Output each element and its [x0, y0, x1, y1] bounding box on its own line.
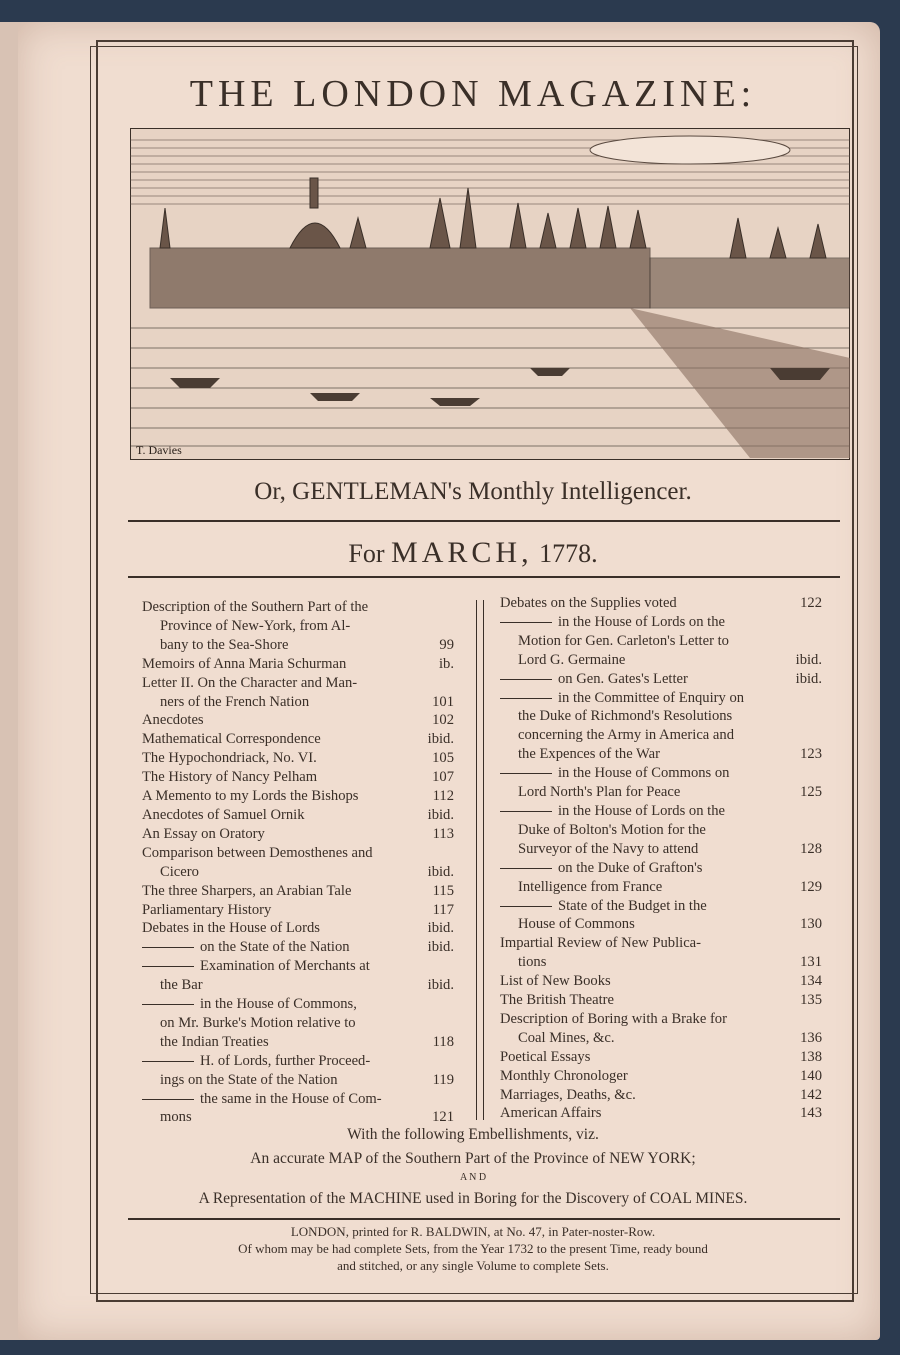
- toc-entry: [500, 670, 822, 689]
- toc-entry: [500, 1010, 822, 1029]
- toc-entry-page: 138: [800, 1048, 822, 1065]
- toc-entry: [500, 953, 822, 972]
- rule-top: [128, 520, 840, 522]
- toc-entry: [500, 802, 822, 821]
- toc-entry: [500, 632, 822, 651]
- toc-entry-title: ners of the French Nation: [160, 693, 310, 710]
- toc-entry: [142, 901, 454, 920]
- toc-entry-title: Lord G. Germaine: [518, 651, 626, 668]
- toc-entry-title: Intelligence from France: [518, 878, 663, 895]
- toc-entry-page: [448, 957, 454, 976]
- contents-right-column: [500, 594, 822, 1123]
- toc-entry: [142, 787, 454, 806]
- toc-entry-page: [816, 632, 822, 651]
- toc-entry-title: the Bar: [160, 977, 203, 994]
- toc-entry-title: on the State of the Nation: [142, 938, 350, 957]
- toc-entry-page: 102: [432, 712, 454, 729]
- toc-entry-title: bany to the Sea-Shore: [160, 636, 289, 653]
- toc-entry-title: in the House of Commons on: [500, 764, 729, 783]
- toc-entry-page: [448, 617, 454, 636]
- toc-entry: [142, 976, 454, 995]
- toc-entry-page: [816, 707, 822, 726]
- toc-entry: [142, 1033, 454, 1052]
- toc-entry-title: American Affairs: [500, 1105, 602, 1122]
- toc-entry-title: Debates in the House of Lords: [142, 920, 320, 937]
- ditto-dash: [500, 811, 552, 812]
- toc-entry-title: Duke of Bolton's Motion for the: [518, 821, 706, 838]
- toc-entry: [142, 938, 454, 957]
- toc-entry-title: ings on the State of the Nation: [160, 1071, 338, 1088]
- toc-entry-page: ibid.: [795, 651, 822, 668]
- toc-entry-title: on Mr. Burke's Motion relative to: [160, 1014, 356, 1031]
- toc-entry: [142, 995, 454, 1014]
- toc-entry: [500, 764, 822, 783]
- toc-entry: [142, 598, 454, 617]
- toc-entry-title: on the Duke of Grafton's: [500, 859, 702, 878]
- column-divider: [476, 600, 484, 1120]
- toc-entry: [142, 806, 454, 825]
- toc-entry-page: 122: [800, 595, 822, 611]
- toc-entry-title: in the House of Lords on the: [500, 802, 725, 821]
- toc-entry-page: 130: [800, 916, 822, 933]
- ditto-dash: [500, 698, 552, 699]
- toc-entry-page: [816, 764, 822, 783]
- toc-entry: [142, 1014, 454, 1033]
- toc-entry: [500, 613, 822, 632]
- toc-entry-page: [448, 598, 454, 617]
- toc-entry-page: 113: [432, 825, 454, 842]
- imprint-line-1: LONDON, printed for R. BALDWIN, at No. 47, in Pater-noster-Row.: [290, 1224, 656, 1239]
- toc-entry-page: ibid.: [427, 977, 454, 994]
- toc-entry: [500, 915, 822, 934]
- toc-entry-page: 142: [800, 1086, 822, 1103]
- toc-entry: [500, 878, 822, 897]
- issue-year: 1778.: [539, 539, 598, 568]
- toc-entry-page: [448, 1052, 454, 1071]
- toc-entry-page: 129: [800, 878, 822, 895]
- toc-entry-title: in the House of Lords on the: [500, 613, 725, 632]
- toc-entry-title: Anecdotes of Samuel Ornik: [142, 806, 305, 823]
- toc-entry-title: concerning the Army in America and: [518, 727, 734, 744]
- toc-entry-title: The Hypochondriack, No. VI.: [142, 750, 317, 767]
- toc-entry: [142, 1052, 454, 1071]
- toc-entry-title: Parliamentary History: [142, 901, 272, 918]
- ditto-dash: [500, 868, 552, 869]
- toc-entry: [500, 594, 822, 613]
- toc-entry-title: An Essay on Oratory: [142, 825, 265, 842]
- ditto-dash: [142, 1004, 194, 1005]
- toc-entry-title: in the House of Commons,: [142, 995, 357, 1014]
- toc-entry-page: ibid.: [427, 920, 454, 937]
- toc-entry: [500, 840, 822, 859]
- toc-entry-title: List of New Books: [500, 973, 611, 990]
- toc-entry-title: Surveyor of the Navy to attend: [518, 840, 699, 857]
- toc-entry-page: [816, 613, 822, 632]
- embellishment-machine: A Representation of the MACHINE used in Boring for the Discovery of COAL MINES.: [198, 1190, 748, 1207]
- toc-entry-title: Lord North's Plan for Peace: [518, 784, 681, 801]
- toc-entry-page: 101: [432, 693, 454, 710]
- toc-entry: [142, 863, 454, 882]
- toc-entry: [500, 1104, 822, 1123]
- toc-entry-page: 131: [800, 954, 822, 971]
- toc-entry: [500, 726, 822, 745]
- toc-entry-title: mons: [160, 1109, 192, 1126]
- toc-entry: [500, 991, 822, 1010]
- ditto-dash: [142, 947, 194, 948]
- ditto-dash: [500, 906, 552, 907]
- toc-entry-page: [448, 844, 454, 863]
- toc-entry-page: 99: [439, 636, 454, 653]
- rule-bottom: [128, 1218, 840, 1220]
- toc-entry: [142, 882, 454, 901]
- toc-entry-page: 115: [432, 882, 454, 899]
- toc-entry-title: Description of the Southern Part of the: [142, 599, 369, 615]
- toc-entry-page: 125: [800, 784, 822, 801]
- imprint-line-2: Of whom may be had complete Sets, from the Year 1732 to the present Time, ready bound: [238, 1241, 708, 1256]
- toc-entry-page: [448, 1090, 454, 1109]
- toc-entry-title: Comparison between Demosthenes and: [142, 844, 373, 861]
- toc-entry-page: [448, 674, 454, 693]
- embellishments-intro: With the following Embellishments, viz.: [347, 1126, 599, 1143]
- engraver-signature: T. Davies: [136, 443, 182, 457]
- toc-entry-page: ibid.: [795, 670, 822, 687]
- toc-entry: [142, 617, 454, 636]
- toc-entry-page: 105: [432, 750, 454, 767]
- toc-entry-page: ibid.: [427, 863, 454, 880]
- embellishment-and: A N D: [459, 1172, 487, 1183]
- toc-entry-page: 143: [800, 1105, 822, 1122]
- toc-entry: [500, 707, 822, 726]
- embellishment-map: An accurate MAP of the Southern Part of the Province of NEW YORK;: [250, 1150, 696, 1167]
- toc-entry: [142, 749, 454, 768]
- toc-entry-page: 112: [432, 788, 454, 805]
- toc-entry-title: The History of Nancy Pelham: [142, 769, 318, 786]
- toc-entry-title: Mathematical Correspondence: [142, 731, 321, 748]
- toc-entry-title: The three Sharpers, an Arabian Tale: [142, 882, 352, 899]
- toc-entry-page: 117: [432, 901, 454, 918]
- toc-entry-title: Impartial Review of New Publica-: [500, 935, 702, 952]
- toc-entry-page: 134: [800, 973, 822, 990]
- toc-entry-title: Anecdotes: [142, 712, 204, 729]
- toc-entry-page: [448, 1014, 454, 1033]
- toc-entry-title: the Indian Treaties: [160, 1033, 269, 1050]
- ditto-dash: [142, 1061, 194, 1062]
- toc-entry-title: Memoirs of Anna Maria Schurman: [142, 655, 347, 672]
- toc-entry: [142, 919, 454, 938]
- toc-entry-title: Debates on the Supplies voted: [500, 595, 677, 611]
- toc-entry-page: [816, 859, 822, 878]
- toc-entry-title: tions: [518, 954, 547, 971]
- issue-date: [96, 536, 850, 570]
- toc-entry-title: A Memento to my Lords the Bishops: [142, 788, 359, 805]
- toc-entry-title: Province of New-York, from Al-: [160, 617, 351, 634]
- toc-entry: [500, 821, 822, 840]
- toc-entry-page: 118: [432, 1033, 454, 1050]
- toc-entry-page: 107: [432, 769, 454, 786]
- toc-entry-page: [816, 726, 822, 745]
- toc-entry: [500, 1086, 822, 1105]
- toc-entry-title: Motion for Gen. Carleton's Letter to: [518, 632, 729, 649]
- toc-entry: [500, 783, 822, 802]
- magazine-subtitle: Or, GENTLEMAN's Monthly Intelligencer.: [254, 478, 692, 505]
- ditto-dash: [500, 773, 552, 774]
- issue-month: MARCH,: [391, 536, 533, 569]
- toc-entry-title: House of Commons: [518, 916, 635, 933]
- toc-entry: [500, 859, 822, 878]
- toc-entry: [142, 674, 454, 693]
- toc-entry-title: the Expences of the War: [518, 746, 661, 763]
- toc-entry-page: 123: [800, 746, 822, 763]
- toc-entry-page: 128: [800, 840, 822, 857]
- toc-entry: [500, 745, 822, 764]
- toc-entry-title: the same in the House of Com-: [142, 1090, 382, 1109]
- toc-entry: [500, 1067, 822, 1086]
- toc-entry: [142, 844, 454, 863]
- toc-entry-page: 136: [800, 1029, 822, 1046]
- toc-entry-title: Cicero: [160, 863, 199, 880]
- toc-entry: [142, 730, 454, 749]
- toc-entry: [500, 689, 822, 708]
- toc-entry-title: Marriages, Deaths, &c.: [500, 1086, 636, 1103]
- toc-entry-title: Coal Mines, &c.: [518, 1029, 615, 1046]
- imprint-line-3: and stitched, or any single Volume to complete Sets.: [337, 1258, 609, 1273]
- toc-entry-title: Poetical Essays: [500, 1048, 591, 1065]
- ditto-dash: [142, 1099, 194, 1100]
- contents-left-column: [142, 598, 454, 1127]
- toc-entry-page: ibid.: [427, 806, 454, 823]
- toc-entry-page: 140: [800, 1067, 822, 1084]
- toc-entry: [142, 957, 454, 976]
- toc-entry: [142, 1090, 454, 1109]
- toc-entry-page: [816, 934, 822, 953]
- toc-entry-page: [448, 995, 454, 1014]
- toc-entry-page: ib.: [439, 655, 454, 672]
- toc-entry: [500, 972, 822, 991]
- toc-entry-title: Monthly Chronologer: [500, 1067, 628, 1084]
- toc-entry: [142, 768, 454, 787]
- toc-entry-title: The British Theatre: [500, 992, 615, 1009]
- toc-entry: [500, 897, 822, 916]
- toc-entry-page: ibid.: [427, 939, 454, 956]
- toc-entry: [500, 1048, 822, 1067]
- toc-entry: [142, 693, 454, 712]
- toc-entry-title: H. of Lords, further Proceed-: [142, 1052, 370, 1071]
- toc-entry-page: ibid.: [427, 731, 454, 748]
- toc-entry-title: on Gen. Gates's Letter: [500, 670, 688, 689]
- rule-mid: [128, 576, 840, 578]
- toc-entry: [142, 655, 454, 674]
- ditto-dash: [500, 679, 552, 680]
- toc-entry-page: [816, 802, 822, 821]
- ditto-dash: [142, 966, 194, 967]
- toc-entry-page: [816, 821, 822, 840]
- toc-entry-title: in the Committee of Enquiry on: [500, 689, 744, 708]
- toc-entry-page: 119: [432, 1071, 454, 1088]
- toc-entry: [500, 1029, 822, 1048]
- toc-entry-page: [816, 897, 822, 916]
- toc-entry: [500, 934, 822, 953]
- toc-entry-page: 135: [800, 992, 822, 1009]
- magazine-title: THE LONDON MAGAZINE:: [189, 73, 757, 115]
- toc-entry-title: the Duke of Richmond's Resolutions: [518, 708, 733, 725]
- toc-entry-title: Description of Boring with a Brake for: [500, 1010, 727, 1027]
- toc-entry: [142, 636, 454, 655]
- toc-entry: [500, 651, 822, 670]
- toc-entry-title: Letter II. On the Character and Man-: [142, 674, 358, 691]
- ditto-dash: [500, 622, 552, 623]
- toc-entry-page: [816, 1010, 822, 1029]
- toc-entry-page: [816, 689, 822, 708]
- toc-entry: [142, 1071, 454, 1090]
- toc-entry-page: 121: [432, 1109, 454, 1126]
- toc-entry-title: Examination of Merchants at: [142, 957, 370, 976]
- issue-prefix: For: [348, 539, 385, 568]
- toc-entry: [142, 825, 454, 844]
- toc-entry-title: State of the Budget in the: [500, 897, 707, 916]
- toc-entry: [142, 1108, 454, 1127]
- london-skyline-woodcut: [130, 128, 850, 460]
- toc-entry: [142, 711, 454, 730]
